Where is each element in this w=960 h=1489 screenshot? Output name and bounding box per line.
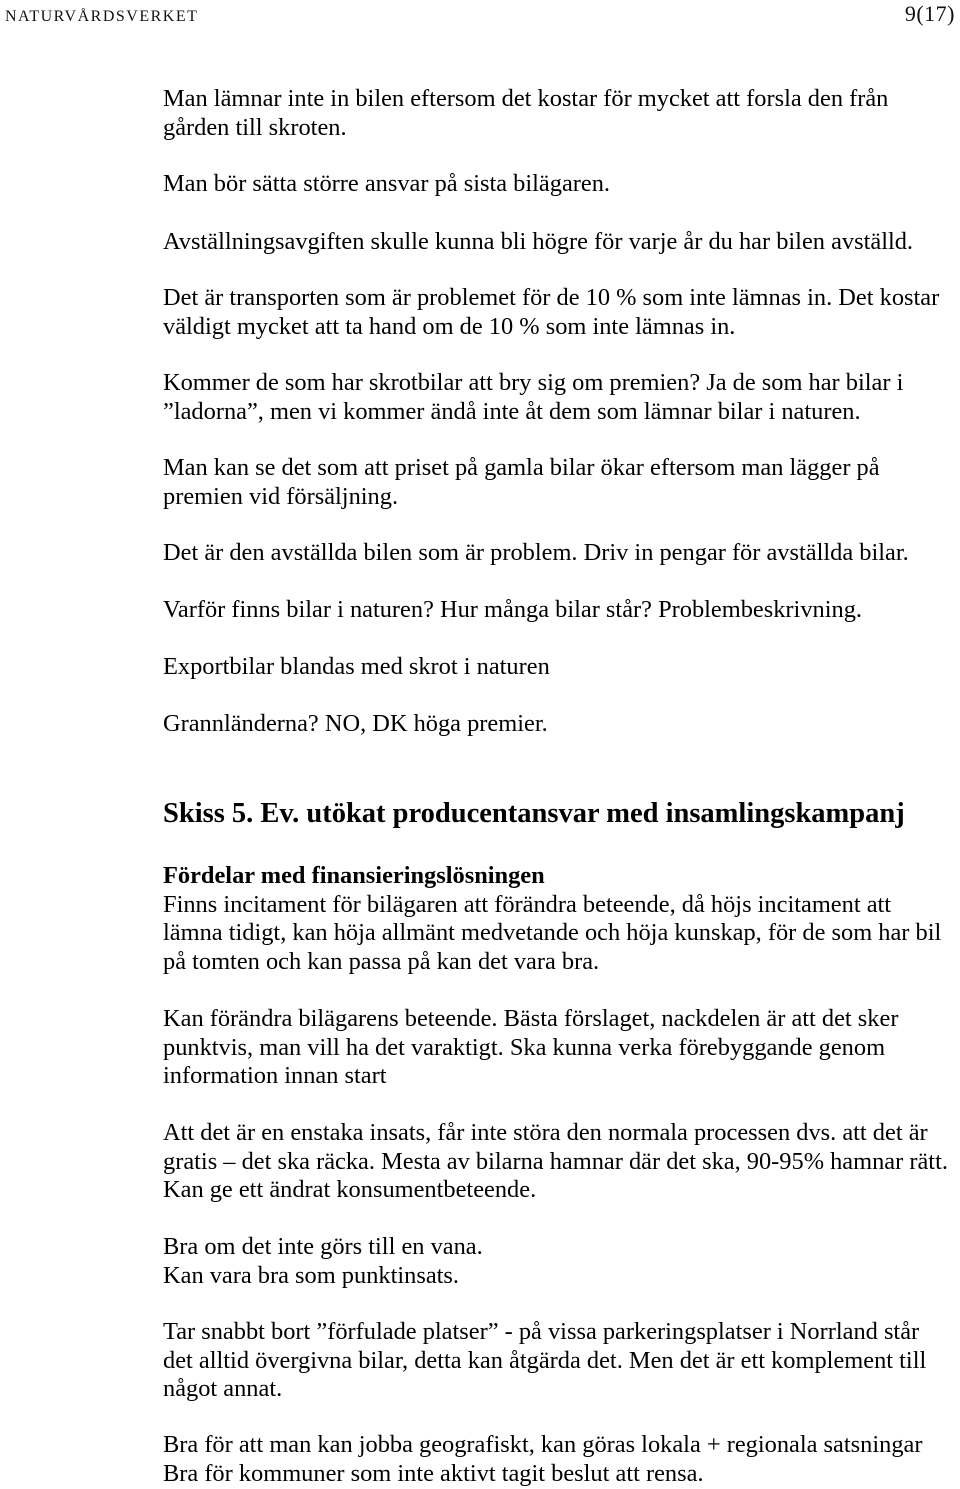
text-line: Kommer de som har skrotbilar att bry sig om premien? Ja de som har bilar i — [163, 369, 904, 396]
text-line: Kan ge ett ändrat konsumentbeteende. — [163, 1176, 537, 1203]
text-line: Man lämnar inte in bilen eftersom det kostar för mycket att forsla den från — [163, 85, 889, 112]
text-line: Det är den avställda bilen som är problem. Driv in pengar för avställda bilar. — [163, 539, 909, 566]
body-paragraph — [163, 1318, 926, 1404]
note-paragraph — [163, 710, 548, 739]
text-line: Man bör sätta större ansvar på sista bilägaren. — [163, 170, 611, 197]
page-header — [5, 1, 955, 27]
text-line: Avställningsavgiften skulle kunna bli högre för varje år du har bilen avställd. — [163, 228, 914, 255]
section-heading: Skiss 5. Ev. utökat producentansvar med insamlingskampanj — [163, 798, 905, 829]
text-line: information innan start — [163, 1062, 387, 1089]
text-line: det alltid övergivna bilar, detta kan åtgärda det. Men det är ett komplement till — [163, 1346, 927, 1374]
body-paragraph — [163, 1005, 898, 1091]
text-line: gratis – det ska räcka. Mesta av bilarna hamnar där det ska, 90-95% hamnar rätt. — [163, 1147, 948, 1175]
text-line: Finns incitament för bilägaren att förändra beteende, då höjs incitament att — [163, 890, 892, 918]
text-line: Bra för att man kan jobba geografiskt, kan göras lokala + regionala satsningar — [163, 1431, 923, 1458]
section-subheading: Fördelar med finansieringslösningen — [163, 862, 545, 889]
text-line: något annat. — [163, 1375, 283, 1402]
text-line: punktvis, man vill ha det varaktigt. Ska kunna verka förebyggande genom — [163, 1033, 886, 1061]
note-paragraph — [163, 596, 862, 625]
note-paragraph — [163, 170, 610, 199]
body-paragraph — [163, 862, 941, 976]
text-line: Man kan se det som att priset på gamla bilar ökar eftersom man lägger på — [163, 454, 880, 481]
text-line: premien vid försäljning. — [163, 482, 399, 510]
text-line: på tomten och kan passa på kan det vara bra. — [163, 947, 600, 975]
text-line: Grannländerna? NO, DK höga premier. — [163, 710, 548, 737]
text-line: Exportbilar blandas med skrot i naturen — [163, 653, 550, 680]
text-line: Kan förändra bilägarens beteende. Bästa förslaget, nackdelen är att det sker — [163, 1005, 899, 1032]
text-line: Att det är en enstaka insats, får inte störa den normala processen dvs. att det är — [163, 1119, 928, 1146]
note-paragraph — [163, 369, 903, 426]
note-paragraph — [163, 539, 909, 568]
text-line: Bra om det inte görs till en vana. — [163, 1233, 483, 1260]
text-line: Kan vara bra som punktinsats. — [163, 1261, 460, 1289]
body-paragraph — [163, 1233, 483, 1290]
text-line: Tar snabbt bort ”förfulade platser” - på vissa parkeringsplatser i Norrland står — [163, 1318, 920, 1345]
body-paragraph — [163, 1119, 948, 1205]
body-paragraph — [163, 1431, 922, 1488]
text-line: ”ladorna”, men vi kommer ändå inte åt dem som lämnar bilar i naturen. — [163, 397, 861, 425]
text-line: lämna tidigt, kan höja allmänt medvetande och höja kunskap, för de som har bil — [163, 919, 942, 946]
text-line: gården till skroten. — [163, 113, 347, 141]
text-line: väldigt mycket att ta hand om de 10 % som inte lämnas in. — [163, 312, 736, 340]
text-line: Det är transporten som är problemet för de 10 % som inte lämnas in. Det kostar — [163, 284, 940, 311]
note-paragraph — [163, 653, 550, 682]
note-paragraph — [163, 85, 888, 142]
text-line: Varför finns bilar i naturen? Hur många bilar står? Problembeskrivning. — [163, 596, 862, 623]
organization-name: NATURVÅRDSVERKET — [5, 8, 199, 25]
note-paragraph — [163, 284, 939, 341]
text-line: Bra för kommuner som inte aktivt tagit beslut att rensa. — [163, 1459, 704, 1487]
note-paragraph — [163, 454, 880, 511]
note-paragraph — [163, 228, 913, 257]
page-number: 9(17) — [904, 1, 955, 26]
